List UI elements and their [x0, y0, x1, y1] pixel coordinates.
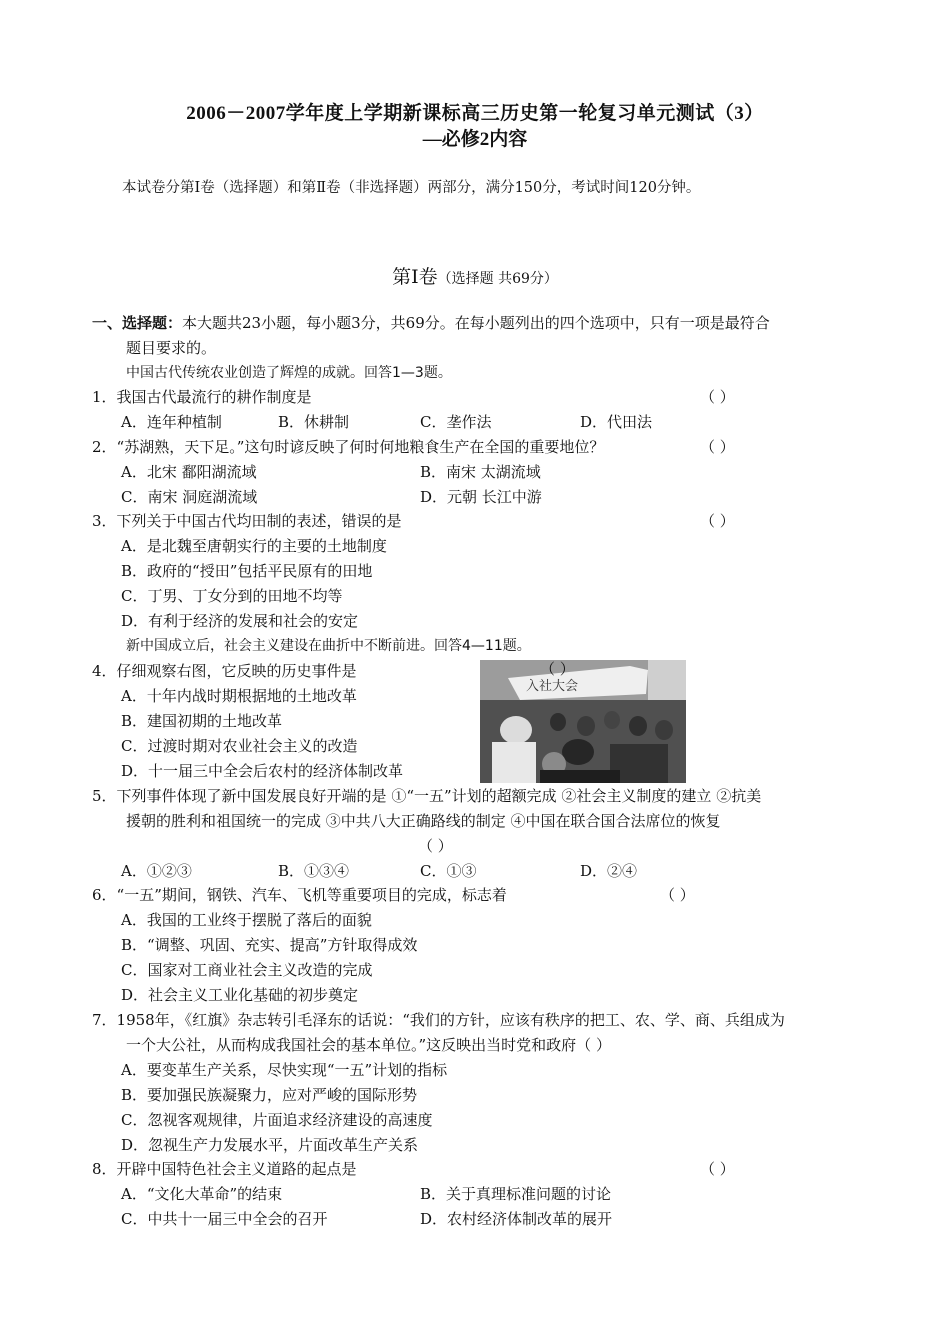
q1-option-b: B．休耕制: [278, 413, 350, 431]
q7-option-c: C．忽视客观规律，片面追求经济建设的高速度: [121, 1111, 433, 1129]
q3-option-a: A．是北魏至唐朝实行的主要的土地制度: [121, 537, 387, 555]
q8-option-b: B．关于真理标准问题的讨论: [420, 1185, 612, 1203]
question-5-stem: 5．下列事件体现了新中国发展良好开端的是 ①“一五”计划的超额完成 ②社会主义制度的建立 ②抗美: [92, 787, 762, 805]
q1-option-d: D．代田法: [580, 413, 653, 431]
q6-option-d: D．社会主义工业化基础的初步奠定: [121, 986, 359, 1004]
lead-text-1: 中国古代传统农业创造了辉煌的成就。回答1—3题。: [126, 365, 452, 381]
lead-text-2: 新中国成立后，社会主义建设在曲折中不断前进。回答4—11题。: [126, 638, 531, 654]
q4-option-d: D．十一届三中全会后农村的经济体制改革: [121, 762, 404, 780]
question-2-stem: 2．“苏湖熟，天下足。”这句时谚反映了何时何地粮食生产在全国的重要地位？: [92, 438, 605, 456]
answer-paren-3: （ ）: [700, 512, 735, 530]
q7-option-b: B．要加强民族凝聚力，应对严峻的国际形势: [121, 1086, 418, 1104]
section-heading: [0, 262, 950, 289]
q3-option-b: B．政府的“授田”包括平民原有的田地: [121, 562, 373, 580]
question-7-stem-cont: 一个大公社，从而构成我国社会的基本单位。”这反映出当时党和政府（ ）: [126, 1036, 611, 1054]
page-subtitle: —必修2内容: [422, 129, 528, 150]
q2-option-d: D．元朝 长江中游: [420, 488, 542, 506]
photo-banner-text: 入社大会: [526, 679, 579, 694]
answer-paren-6: （ ）: [660, 886, 695, 904]
answer-paren-8: （ ）: [700, 1160, 735, 1178]
q6-option-b: B．“调整、巩固、充实、提高”方针取得成效: [121, 936, 418, 954]
q1-option-c: C．垄作法: [420, 413, 492, 431]
q3-option-d: D．有利于经济的发展和社会的安定: [121, 612, 359, 630]
exam-intro: 本试卷分第Ⅰ卷（选择题）和第Ⅱ卷（非选择题）两部分，满分150分，考试时间120分钟。: [122, 180, 701, 196]
photo-image: [480, 660, 686, 783]
q5-option-d: D．②④: [580, 862, 638, 880]
answer-paren-2: （ ）: [700, 438, 735, 456]
q8-option-a: A．“文化大革命”的结束: [121, 1185, 283, 1203]
q8-option-c: C．中共十一届三中全会的召开: [121, 1210, 328, 1228]
q6-option-a: A．我国的工业终于摆脱了落后的面貌: [121, 911, 372, 929]
q4-option-c: C．过渡时期对农业社会主义的改造: [121, 737, 358, 755]
q6-option-c: C．国家对工商业社会主义改造的完成: [121, 961, 373, 979]
answer-paren-5: （ ）: [418, 837, 453, 855]
section-note: （选择题 共69分）: [437, 271, 558, 287]
q7-option-a: A．要变革生产关系，尽快实现“一五”计划的指标: [121, 1061, 448, 1079]
page-title: 2006－2007学年度上学期新课标高三历史第一轮复习单元测试（3）: [186, 103, 764, 124]
question-6-stem: 6．“一五”期间，钢铁、汽车、飞机等重要项目的完成，标志着: [92, 886, 507, 904]
answer-paren-4: （ ）: [540, 660, 575, 678]
q4-option-b: B．建国初期的土地改革: [121, 712, 283, 730]
question-3-stem: 3．下列关于中国古代均田制的表述，错误的是: [92, 512, 402, 530]
part-heading: [92, 313, 770, 333]
q3-option-c: C．丁男、丁女分到的田地不均等: [121, 587, 343, 605]
q5-option-b: B．①③④: [278, 862, 350, 880]
q8-option-d: D．农村经济体制改革的展开: [420, 1210, 613, 1228]
q4-option-a: A．十年内战时期根据地的土地改革: [121, 687, 357, 705]
part-text-cont: 题目要求的。: [126, 339, 217, 357]
question-4-stem: 4．仔细观察右图，它反映的历史事件是: [92, 662, 357, 680]
question-7-stem: 7．1958年，《红旗》杂志转引毛泽东的话说：“我们的方针，应该有秩序的把工、农、学、商、兵组成为: [92, 1011, 785, 1029]
part-text: 本大题共23小题，每小题3分，共69分。在每小题列出的四个选项中，只有一项是最符合: [182, 314, 770, 332]
q5-option-c: C．①③: [420, 862, 477, 880]
question-8-stem: 8．开辟中国特色社会主义道路的起点是: [92, 1160, 357, 1178]
answer-paren-1: （ ）: [700, 388, 735, 406]
q7-option-d: D．忽视生产力发展水平，片面改革生产关系: [121, 1136, 419, 1154]
q5-option-a: A．①②③: [121, 862, 192, 880]
question-1-stem: 1．我国古代最流行的耕作制度是: [92, 388, 312, 406]
part-label: 一、选择题：: [92, 314, 183, 332]
section-name: 第Ⅰ卷: [392, 266, 438, 288]
q1-option-a: A．连年种植制: [121, 413, 222, 431]
question-5-stem-cont: 援朝的胜利和祖国统一的完成 ③中共八大正确路线的制定 ④中国在联合国合法席位的恢复: [126, 812, 721, 830]
q2-option-a: A．北宋 鄱阳湖流域: [121, 463, 257, 481]
q2-option-c: C．南宋 洞庭湖流域: [121, 488, 258, 506]
q2-option-b: B．南宋 太湖流域: [420, 463, 541, 481]
historical-photo: [480, 660, 686, 783]
